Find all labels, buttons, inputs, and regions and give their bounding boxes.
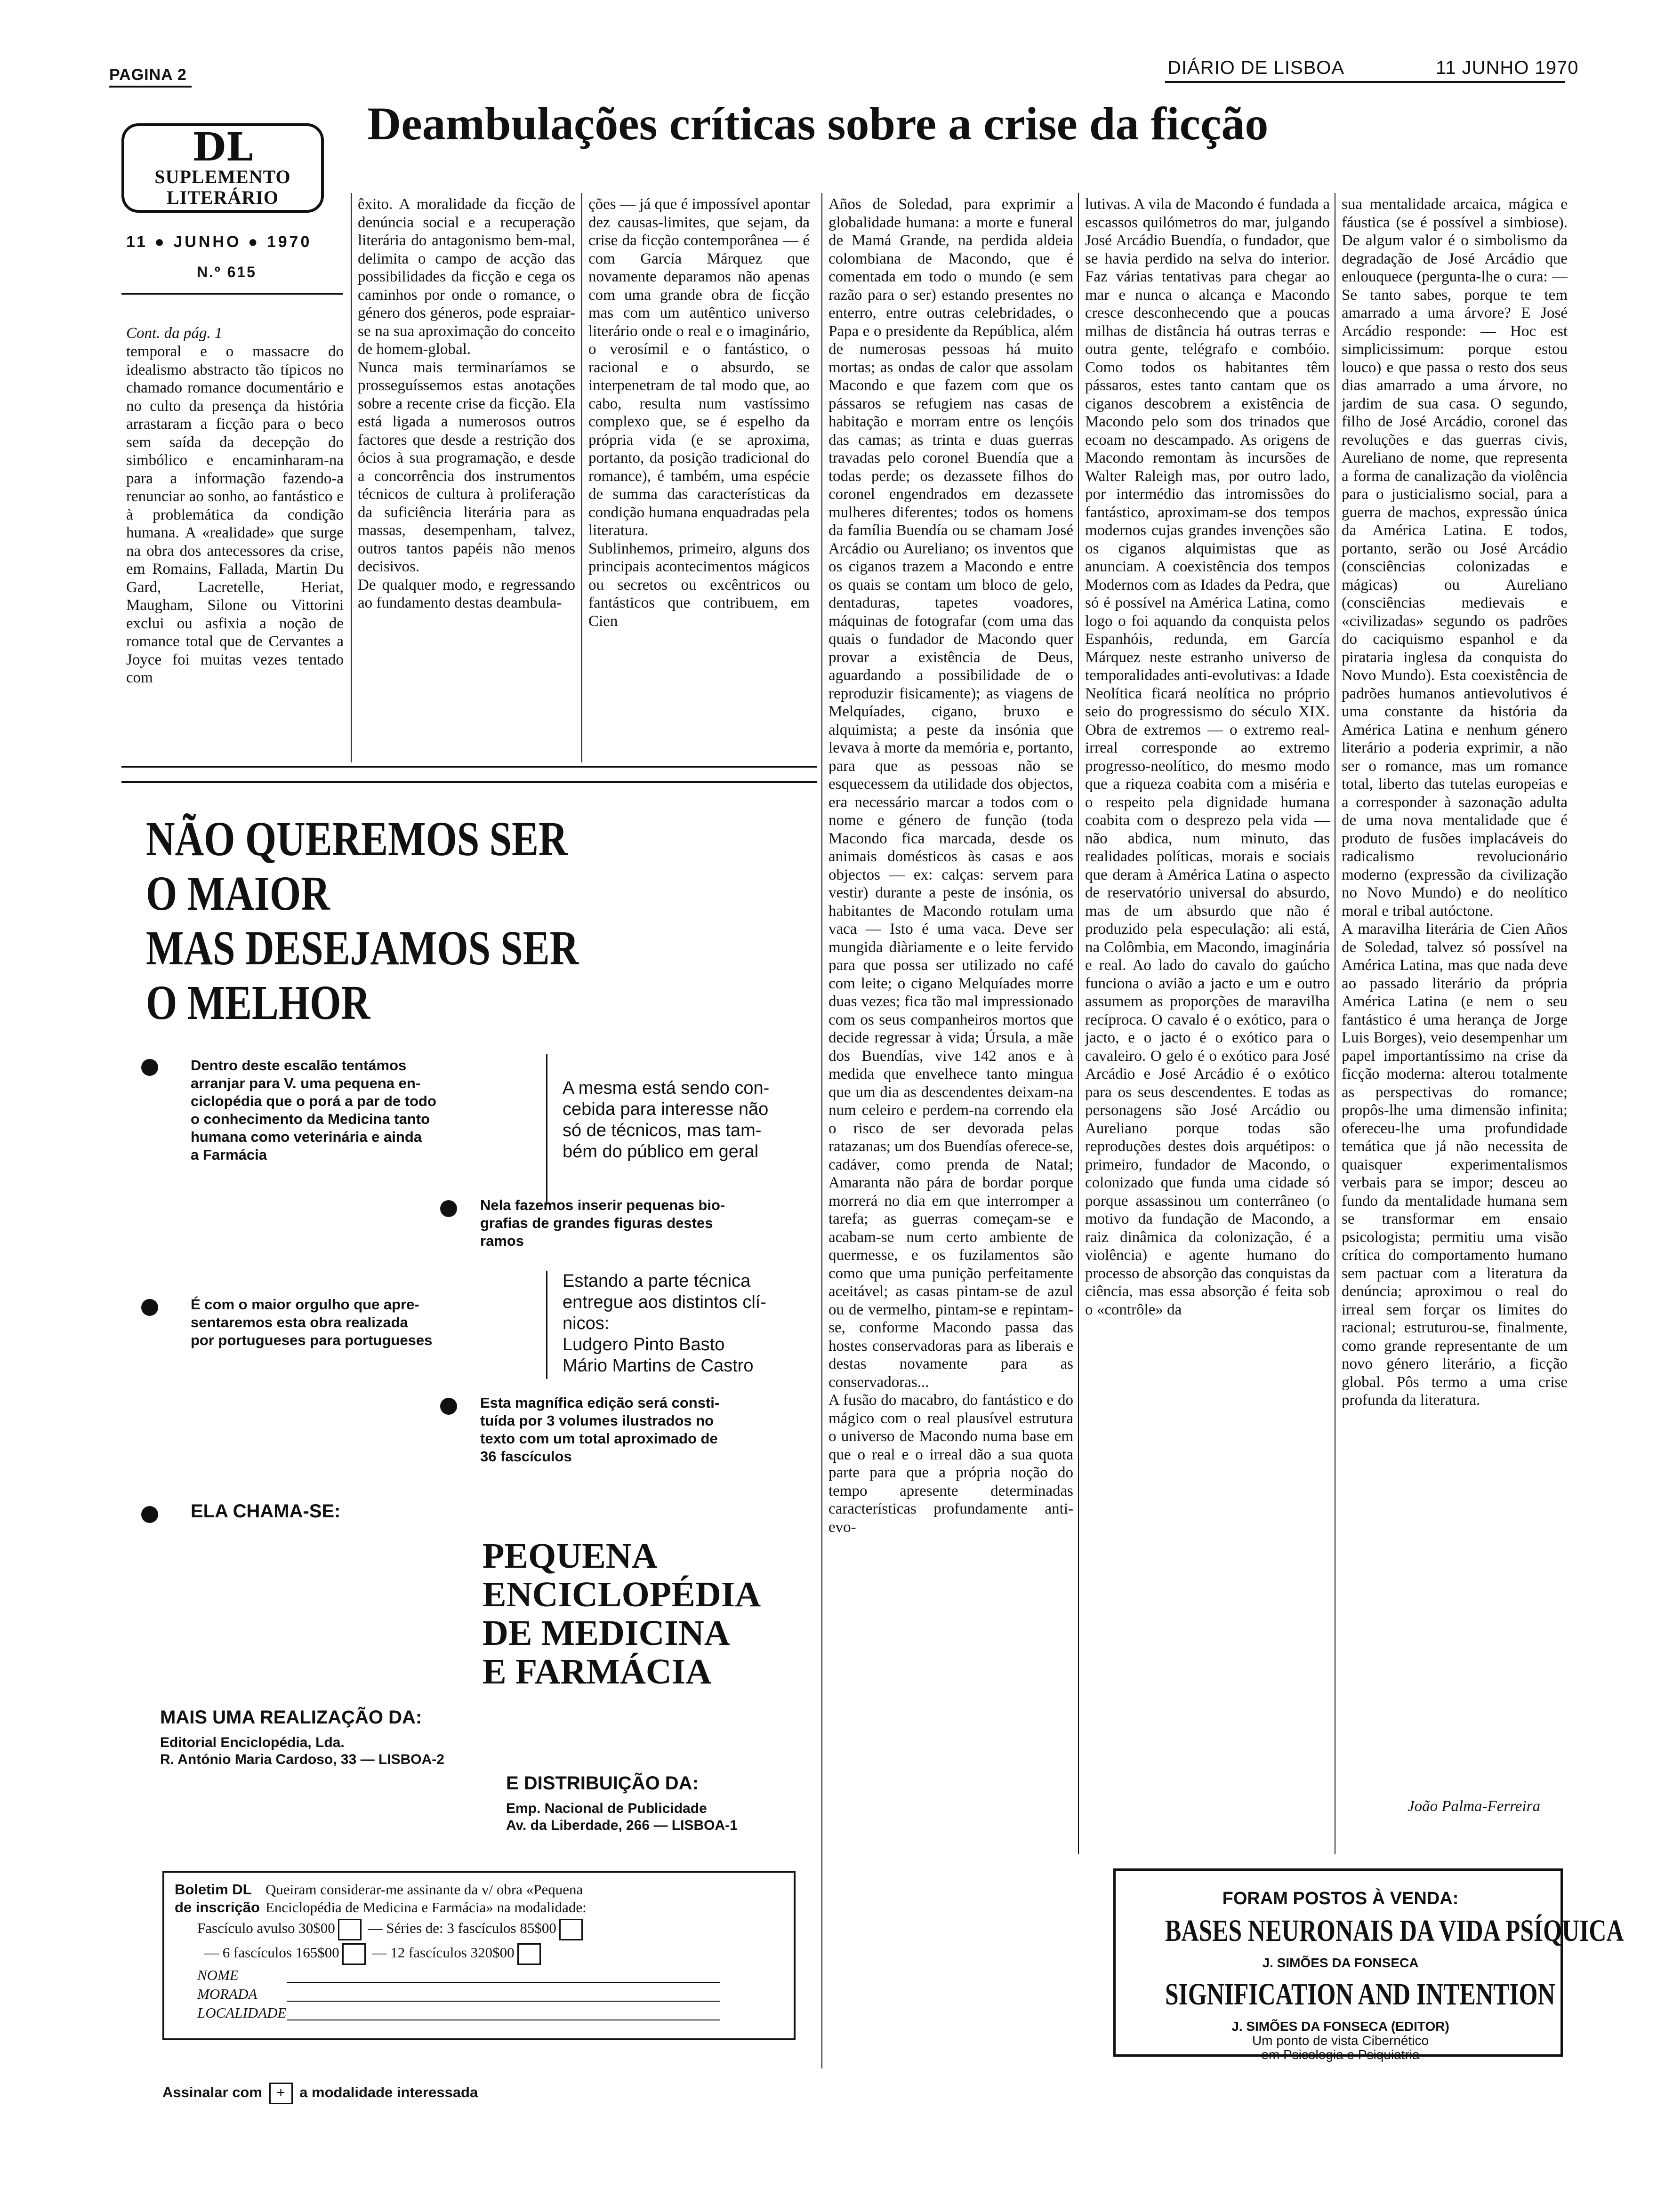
- logo-line-1: SUPLEMENTO: [154, 166, 291, 187]
- bullet-icon: [141, 1059, 158, 1076]
- field-place-label: LOCALIDADE: [197, 2004, 287, 2021]
- column-divider-1: [351, 193, 352, 762]
- ad-top-rule: [121, 781, 817, 783]
- ad-distrib: Emp. Nacional de Publicidade Av. da Liberdade, 266 — LISBOA-1: [506, 1801, 738, 1833]
- coupon-label-2: de inscrição: [175, 1899, 260, 1915]
- ad-distrib-title: E DISTRIBUIÇÃO DA:: [506, 1773, 699, 1794]
- ad-bullet-2: Nela fazemos inserir pequenas bio- grafias de grandes figuras destes ramos: [480, 1197, 725, 1249]
- logo-line-2: LITERÁRIO: [167, 187, 279, 208]
- ad-aside-1: A mesma está sendo con- cebida para interesse não só de técnicos, mas tam- bém do público em geral: [563, 1078, 770, 1162]
- coupon-intro-2: Enciclopédia de Medicina e Farmácia» na modalidade:: [265, 1899, 587, 1915]
- paper-name: DIÁRIO DE LISBOA: [1167, 57, 1345, 78]
- article-column-4: Años de Soledad, para exprimir a globalidade humana: a morte e funeral de Mamá Grande, na perdida aldeia colombiana de Macondo, que é comentada em todo o mundo (e sem razão para o ser) estando presentes no enterro, entre outras celebridades, o Papa e o presidente da República, além de numerosas pessoas há muito mortas; as ondas de calor que assolam Macondo e que fazem com que os pássaros se refugiem nas casas de habitação e morram entre os lençóis das camas; as trinta e duas guerras travadas pelo coronel Buendía que a todas perde; os dezassete filhos do coronel engendrados em dezassete mulheres diferentes; todos os homens da família Buendía ou se chamam José Arcádio ou Aureliano; os inventos que os ciganos trazem a Macondo e entre os quais se contam um bloco de gelo, dentaduras, tapetes voadores, máquinas de fotografar (com uma das quais o fundador de Macondo quer provar a existência de Deus, aguardando a possibilidade de o reproduzir fisicamente); as viagens de Melquíades, cigano, bruxo e alquimista; a peste da insónia que levava à morte da memória e, portanto, para que as pessoas não se esquecessem da utilidade dos objectos, era necessário marcar a todos com o nome e género de função (toda Macondo fica marcada, desde os animais domésticos às casas e aos objectos — ex: calças: servem para vestir) durante a peste de insónia, os habitantes de Macondo rotulam uma vaca — Isto é uma vaca. Deve ser mungida diàriamente e o leite fervido para que possa ser utilizado no café com leite; o cigano Melquíades morre duas vezes; fica tão mal impressionado com os seus companheiros mortos que decide regressar à vida; Úrsula, a mãe dos Buendías, vive 142 anos e à medida que envelhece tanto mingua que um dia as descendentes deixam-na num celeiro e perdem-na correndo ela o risco de ser devorada pelas ratazanas; um dos Buendías oferece-se, cadáver, como prenda de Natal; Amaranta não pára de bordar porque morrerá no dia em que interromper a tarefa; as guerras começam-se e acabam-se num certo ambiente de quermesse, e os fuzilamentos são como que uma punição perfeitamente aceitável; as casas pintam-se de azul ou de vermelho, pintam-se e repintam-se, conforme Macondo passa das hostes conservadoras para as liberais e destas novamente para as conservadoras... A fusão do macabro, do fantástico e do mágico com o real plausível estrutura o universo de Macondo numa base em que o real e o irreal dão a sua quota parte para que a própria noção do tempo apresente determinadas características profundamente anti-evo-: [828, 196, 1073, 1536]
- coupon-option-row-1: [197, 1919, 586, 1940]
- instruction-post: a modalidade interessada: [299, 2084, 478, 2101]
- books-heading: FORAM POSTOS À VENDA:: [1222, 1889, 1459, 1908]
- book-2-title: SIGNIFICATION AND INTENTION: [1165, 1977, 1555, 2012]
- logo-letters: DL: [192, 125, 253, 170]
- supplement-issue-date: 11 ● JUNHO ● 1970: [126, 233, 312, 251]
- section-divider: [121, 766, 817, 768]
- subscription-coupon: [162, 1871, 796, 2040]
- ad-bullet-1: Dentro deste escalão tentámos arranjar para V. uma pequena en- ciclopédia que o porá a par de todo o conhecimento da Medicina tanto humana como veterinária e ainda a Farmácia: [191, 1057, 436, 1163]
- column-divider-2: [581, 193, 582, 762]
- instruction-pre: Assinalar com: [162, 2084, 262, 2101]
- coupon-intro-1: Queiram considerar-me assinante da v/ obra «Pequena: [265, 1881, 583, 1898]
- bullet-icon: [141, 1299, 158, 1316]
- article-column-2: êxito. A moralidade da ficção de denúncia social e a recuperação literária do antagonismo bem-mal, delimita o campo de acção das possibilidades da ficção e cega os caminhos por onde o romance, o género dos géneros, pode espraiar-se na sua aproximação do conceito de homem-global. Nunca mais terminaríamos se prosseguíssemos estas anotações sobre a recente crise da ficção. Ela está ligada a numerosos outros factores que desde a restrição dos ócios à sua programação, e desde a concorrência dos instrumentos técnicos de cultura à proliferação da suficiência literária para as massas, desempenham, talvez, outros tantos papéis não menos decisivos. De qualquer modo, e regressando ao fundamento destas deambula-: [358, 196, 575, 611]
- book-2-author: J. SIMÕES DA FONSECA (EDITOR): [1231, 2019, 1449, 2034]
- article-column-3: ções — já que é impossível apontar dez causas-limites, que sejam, da crise da ficção contemporânea — é com García Márquez que novamente deparamos não apenas com uma grande obra de ficção mas com um autêntico universo literário onde o real e o imaginário, o verosímil e o fantástico, o racional e o absurdo, se interpenetram de tal modo que, ao cabo, resulta num vastíssimo complexo que, se é espelho da própria vida (e se aproxima, portanto, da posição tradicional do romance), é também, uma espécie de summa das características da condição humana enquadradas pela literatura. Sublinhemos, primeiro, alguns dos principais acontecimentos mágicos ou secretos ou excêntricos ou fantásticos que contribuem, em Cien: [588, 196, 810, 630]
- ad-bullet-4: Esta magnífica edição será consti- tuída por 3 volumes ilustrados no texto com um total aproximado de 36 fascículos: [480, 1395, 720, 1465]
- ad-aside-divider-1: [546, 1054, 547, 1205]
- option-12-issues: — 12 fascículos 320$00: [372, 1944, 515, 1961]
- article-author: João Palma-Ferreira: [1408, 1798, 1540, 1815]
- ad-product-name: PEQUENA ENCICLOPÉDIA DE MEDICINA E FARMÁCIA: [483, 1536, 761, 1691]
- issue-date-header: 11 JUNHO 1970: [1436, 57, 1579, 78]
- bullet-icon: [440, 1398, 457, 1415]
- coupon-label-1: Boletim DL: [175, 1881, 252, 1898]
- checkbox-6-issues[interactable]: [342, 1943, 366, 1965]
- ad-aside-2: Estando a parte técnica entregue aos distintos clí- nicos: Ludgero Pinto Basto Mário Martins de Castro: [563, 1271, 767, 1376]
- supplement-logo: [121, 123, 324, 213]
- checkbox-single[interactable]: [338, 1919, 362, 1940]
- field-address-label: MORADA: [197, 1986, 257, 2002]
- ad-maker-title: MAIS UMA REALIZAÇÃO DA:: [160, 1707, 422, 1728]
- page-label: PAGINA 2: [109, 66, 187, 84]
- supplement-issue-number: N.º 615: [197, 264, 257, 281]
- field-address-line[interactable]: [287, 2001, 720, 2002]
- header-rule: [1165, 81, 1565, 83]
- ad-aside-divider-2: [546, 1271, 547, 1379]
- article-column-1: temporal e o massacre do idealismo abstracto tão típicos no chamado romance documentário e no culto da presença da história arrastaram a ficção para o beco sem saída da decepção do simbólico e encaminharam-na para a informação fazendo-a renunciar ao sonho, ao fantástico e à problemática da condição humana. A «realidade» que surge na obra dos antecessores da crise, em Romains, Fallada, Martin Du Gard, Lacretelle, Heriat, Maugham, Silone ou Vittorini exclui ou asfixia a noção de romance total que de Cervantes a Joyce foi muitas vezes tentado com: [126, 343, 344, 686]
- field-name-line[interactable]: [287, 1982, 720, 1983]
- coupon-instruction: [162, 2083, 478, 2104]
- instruction-mark-box: +: [269, 2083, 293, 2104]
- books-tagline-2: em Psicologia e Psiquiatria: [1261, 2047, 1420, 2062]
- ad-headline: NÃO QUEREMOS SER O MAIOR MAS DESEJAMOS SER O MELHOR: [146, 812, 579, 1030]
- continued-note: Cont. da pág. 1: [126, 325, 223, 342]
- checkbox-12-issues[interactable]: [517, 1943, 541, 1965]
- column-divider-4: [1078, 193, 1079, 1854]
- bullet-icon: [141, 1506, 158, 1523]
- option-single: Fascículo avulso 30$00: [197, 1920, 335, 1937]
- ad-bullet-3: É com o maior orgulho que apre- sentaremos esta obra realizada por portugueses para portugueses: [191, 1296, 433, 1348]
- article-column-6: sua mentalidade arcaica, mágica e fáustica (se é possível a simbiose). De algum valor é o simbolismo da degradação de José Arcádio que enlouquece (pergunta-lhe o cura: — Se tanto sabes, porque te tem amarrado a uma árvore? E José Arcádio responde: — Hoc est simplicissimum: porque estou louco) e que passa o resto dos seus dias amarrado a uma árvore, no jardim de sua casa. O segundo, filho de José Arcádio, coronel das revoluções e das guerras civis, Aureliano de nome, que representa a forma de canalização da violência para o justicialismo social, para a guerra de machos, expressão única da América Latina. E todos, portanto, serão ou José Arcádio (consciências colonizadas e mágicas) ou Aureliano (consciências medievais e «civilizadas» segundo os padrões do caciquismo espanhol e da pirataria inglesa da conquista do Novo Mundo). Esta coexistência de padrões humanos antievolutivos é uma constante da história da América Latina e nenhum género literário a poderia exprimir, a não ser o romance, mas um romance total, liberto das tutelas europeias e a corresponder à sazonação adulta de uma nova mentalidade que é produto de fusões implacáveis do radicalismo revolucionário moderno (expressão da civilização no Novo Mundo) e do neolítico moral e tribal autóctone. A maravilha literária de Cien Años de Soledad, talvez só possível na América Latina, mas que nada deve ao passado literário da própria América Latina (e nem o seu fantástico é uma herança de Jorge Luis Borges), veio desempenhar um papel importantíssimo na crise da ficção moderna: alterou totalmente as perspectivas do romance; propôs-lhe uma dimensão infinita; ofereceu-lhe uma profundidade temática que já não necessita de quaisquer experimentalismos verbais para se impor; desceu ao fundo da mentalidade humana sem se transformar em ensaio psicologista; permitiu uma visão crítica do comportamento humano sem pactuar com a literatura da denúncia; aproximou o real do irreal sem forçar os limites do racional; estruturou-se, finalmente, como grande representante de um novo género literário, a ficção global. Pôs termo a uma crise profunda da literatura.: [1342, 196, 1568, 1409]
- article-headline: Deambulações críticas sobre a crise da ficção: [367, 97, 1269, 150]
- books-tagline-1: Um ponto de vista Cibernético: [1252, 2033, 1429, 2048]
- page-label-underline: [109, 86, 192, 88]
- checkbox-3-issues[interactable]: [559, 1919, 583, 1940]
- book-1-author: J. SIMÕES DA FONSECA: [1262, 1956, 1419, 1970]
- bullet-icon: [440, 1200, 457, 1217]
- article-column-5: lutivas. A vila de Macondo é fundada a escassos quilómetros do mar, julgando José Arcádio Buendía, o fundador, que se havia perdido na selva do interior. Faz várias tentativas para chegar ao mar e nunca o alcança e Macondo cresce desconhecendo que a poucas milhas de distância há outras terras e outra gente, telégrafo e combóio. Como todos os habitantes têm pássaros, estes tanto cantam que os ciganos descobrem a existência de Macondo pelo som dos trinados que ecoam no descampado. As origens de Macondo remontam às incursões de Walter Raleigh mas, por outro lado, por intermédio das intromissões do fantástico, aproximam-se dos tempos modernos cujas grandes invenções são os ciganos alquimistas que as anunciam. A coexistência dos tempos Modernos com as Idades da Pedra, que só é possível na América Latina, como logo o foi aquando da conquista pelos Espanhóis, redunda, em García Márquez neste estranho universo de temporalidades anti-evolutivas: a Idade Neolítica ficará neolítica no próprio seio do progressismo do século XIX. Obra de extremos — o extremo real-irreal corresponde ao extremo progresso-neolítico, do mesmo modo que a riqueza coabita com a miséria e o respeito pela dignidade humana coabita com o desprezo pela vida — não abdica, num minuto, das realidades políticas, morais e sociais que deram à América Latina o aspecto de reservatório universal do absurdo, mas de um absurdo que não é produzido pela especulação: ali está, na Colômbia, em Macondo, imaginária e real. Ao lado do cavalo do gaúcho funciona o avião a jacto e um e outro assumem as proporções de maravilha recíproca. O cavalo é o exótico, para o jacto, e o jacto é o exótico para o cavaleiro. O gelo é o exótico para José Arcádio e José Arcádio é o exótico para os seus descendentes. E todas as personagens são José Arcádio ou Aureliano porque todas são reproduções destes dois arquétipos: o primeiro, fundador de Macondo, o colonizado que funda uma cidade só porque assassinou um conterrâneo (o motivo da fundação de Macondo, a raiz dinâmica da colonização, é a violência) e agente humano do processo de absorção das conquistas da ciência, mas essa absorção é feita sob o «contrôle» da: [1085, 196, 1330, 1318]
- books-advert: [1113, 1868, 1624, 2062]
- ad-maker: Editorial Enciclopédia, Lda. R. António Maria Cardoso, 33 — LISBOA-2: [160, 1735, 444, 1767]
- field-name-label: NOME: [197, 1967, 239, 1983]
- logo-divider: [121, 293, 343, 295]
- coupon-option-row-2: [204, 1943, 544, 1965]
- book-1-title: BASES NEURONAIS DA VIDA PSÍQUICA: [1165, 1914, 1624, 1948]
- option-3-issues: — Séries de: 3 fascículos 85$00: [368, 1920, 556, 1937]
- ad-bullet-5: ELA CHAMA-SE:: [191, 1501, 341, 1522]
- option-6-issues: — 6 fascículos 165$00: [204, 1944, 339, 1961]
